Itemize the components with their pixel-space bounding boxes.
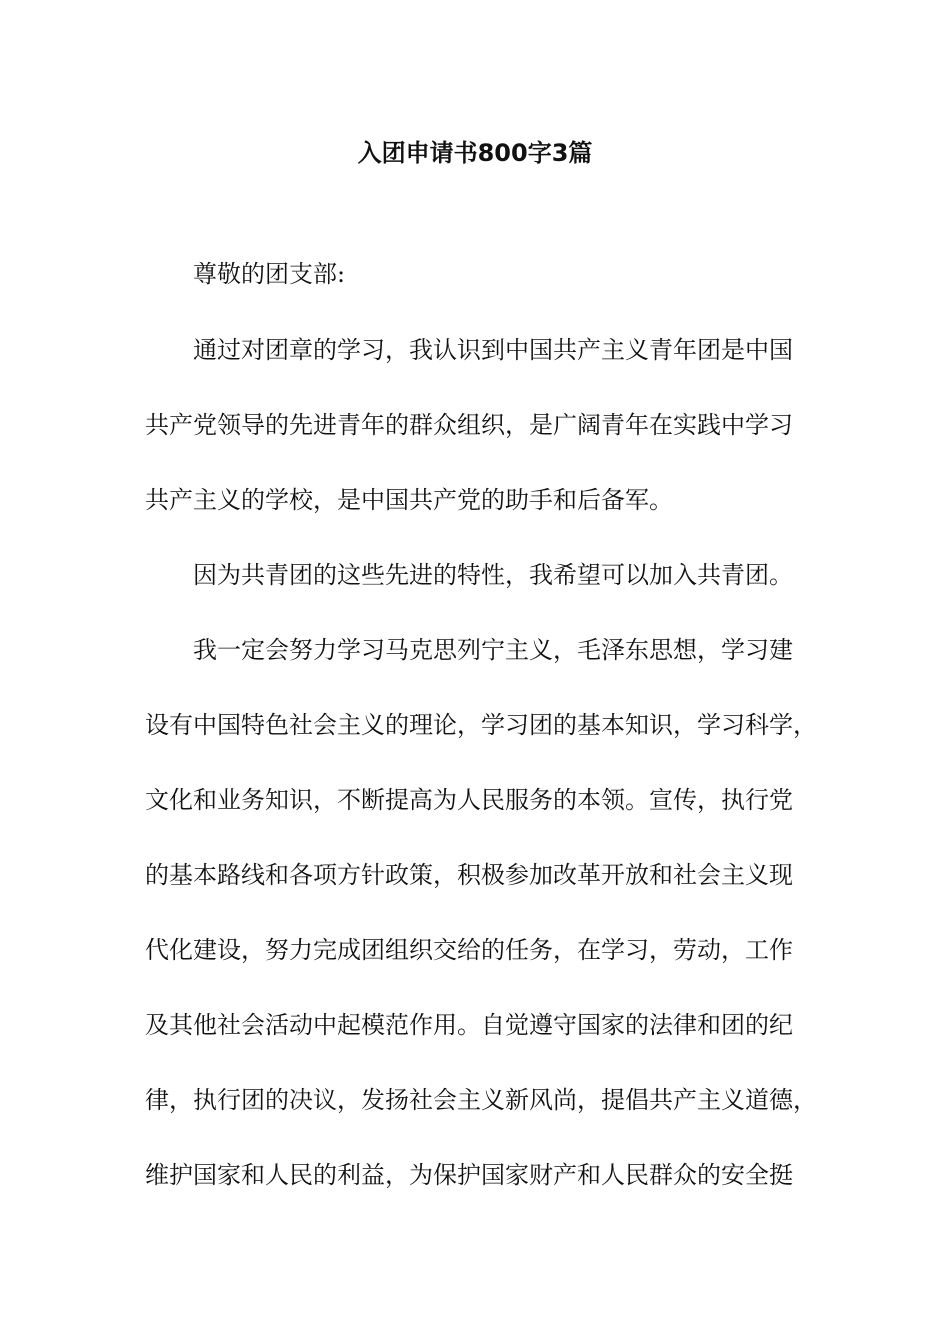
paragraph-line: 的基本路线和各项方针政策，积极参加改革开放和社会主义现: [145, 861, 793, 889]
paragraph-line: 文化和业务知识，不断提高为人民服务的本领。宣传，执行党: [145, 786, 793, 814]
paragraph-line: 我一定会努力学习马克思列宁主义，毛泽东思想，学习建: [193, 636, 793, 664]
paragraph-line: 因为共青团的这些先进的特性，我希望可以加入共青团。: [193, 561, 793, 589]
paragraph-line: 设有中国特色社会主义的理论，学习团的基本知识，学习科学，: [145, 711, 817, 739]
salutation: 尊敬的团支部:: [193, 260, 346, 288]
paragraph-line: 维护国家和人民的利益，为保护国家财产和人民群众的安全挺: [145, 1161, 793, 1189]
paragraph-line: 共产党领导的先进青年的群众组织，是广阔青年在实践中学习: [145, 411, 793, 439]
paragraph-line: 及其他社会活动中起模范作用。自觉遵守国家的法律和团的纪: [145, 1011, 793, 1039]
paragraph-line: 律，执行团的决议，发扬社会主义新风尚，提倡共产主义道德，: [145, 1086, 817, 1114]
paragraph-line: 通过对团章的学习，我认识到中国共产主义青年团是中国: [193, 336, 793, 364]
paragraph-line: 代化建设，努力完成团组织交给的任务，在学习，劳动，工作: [145, 936, 793, 964]
document-title: 入团申请书800字3篇: [357, 139, 593, 167]
paragraph-line: 共产主义的学校，是中国共产党的助手和后备军。: [145, 486, 673, 514]
